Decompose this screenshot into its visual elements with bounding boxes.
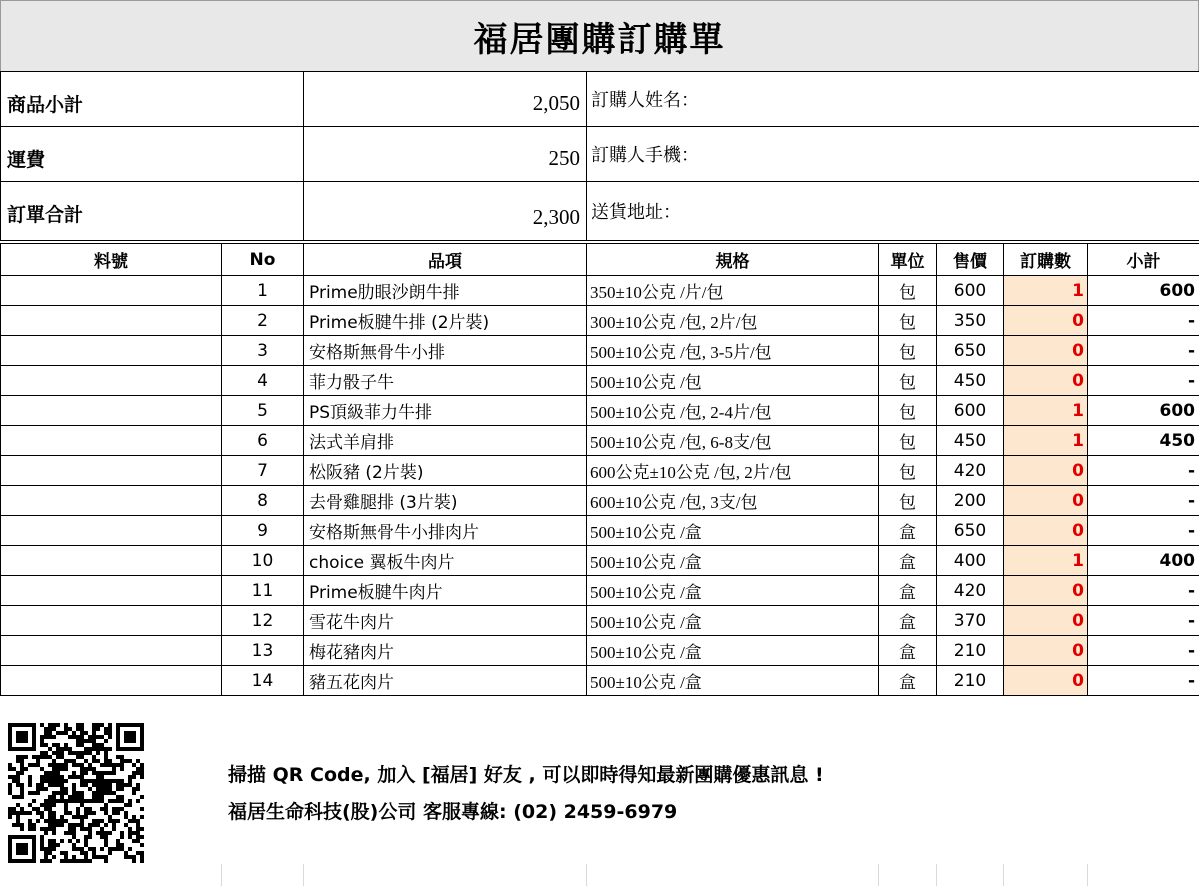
row-no: 14 — [222, 666, 304, 696]
item-unit: 包 — [879, 486, 937, 516]
table-row — [1, 396, 1199, 426]
header-unit: 單位 — [879, 244, 937, 276]
table-row — [1, 576, 1199, 606]
row-no: 1 — [222, 276, 304, 306]
part-no-cell[interactable] — [1, 396, 222, 426]
item-price: 370 — [937, 606, 1004, 636]
order-summary — [0, 71, 1199, 241]
table-row — [1, 666, 1199, 696]
item-name: PS頂級菲力牛排 — [304, 396, 587, 426]
qr-code-icon[interactable] — [8, 723, 144, 863]
item-price: 200 — [937, 486, 1004, 516]
row-subtotal: - — [1088, 366, 1199, 396]
item-unit: 盒 — [879, 666, 937, 696]
buyer-phone-label: 訂購人手機： — [591, 145, 699, 166]
item-name: Prime板腱牛肉片 — [304, 576, 587, 606]
row-no: 6 — [222, 426, 304, 456]
row-no: 10 — [222, 546, 304, 576]
subtotal-value: 2,050 — [304, 72, 587, 127]
table-row — [1, 516, 1199, 546]
buyer-name-label: 訂購人姓名： — [591, 90, 699, 111]
page-title: 福居團購訂購單 — [0, 0, 1199, 72]
header-no: No — [222, 244, 304, 276]
item-price: 210 — [937, 636, 1004, 666]
item-spec: 500±10公克 /包, 2-4片/包 — [587, 396, 879, 426]
item-spec: 500±10公克 /盒 — [587, 606, 879, 636]
row-subtotal: - — [1088, 636, 1199, 666]
part-no-cell[interactable] — [1, 426, 222, 456]
subtotal-label: 商品小計 — [1, 72, 304, 127]
row-subtotal: - — [1088, 306, 1199, 336]
item-price: 450 — [937, 426, 1004, 456]
item-name: 菲力骰子牛 — [304, 366, 587, 396]
qty-input[interactable]: 0 — [1004, 306, 1088, 336]
item-unit: 盒 — [879, 606, 937, 636]
item-name: 雪花牛肉片 — [304, 606, 587, 636]
table-row — [1, 306, 1199, 336]
table-row — [1, 456, 1199, 486]
item-price: 650 — [937, 336, 1004, 366]
item-spec: 500±10公克 /盒 — [587, 666, 879, 696]
table-row — [1, 486, 1199, 516]
item-spec: 350±10公克 /片/包 — [587, 276, 879, 306]
part-no-cell[interactable] — [1, 366, 222, 396]
delivery-address-field[interactable] — [587, 182, 1199, 241]
qty-input[interactable]: 1 — [1004, 276, 1088, 306]
header-price: 售價 — [937, 244, 1004, 276]
item-unit: 盒 — [879, 546, 937, 576]
row-no: 4 — [222, 366, 304, 396]
table-row — [1, 426, 1199, 456]
header-qty: 訂購數 — [1004, 244, 1088, 276]
header-item: 品項 — [304, 244, 587, 276]
item-spec: 500±10公克 /盒 — [587, 576, 879, 606]
row-no: 5 — [222, 396, 304, 426]
table-row — [1, 636, 1199, 666]
row-subtotal: - — [1088, 456, 1199, 486]
header-part-no: 料號 — [1, 244, 222, 276]
item-spec: 500±10公克 /盒 — [587, 546, 879, 576]
sheet-gridlines — [0, 864, 1199, 886]
item-spec: 500±10公克 /包, 6-8支/包 — [587, 426, 879, 456]
order-items-table — [0, 243, 1199, 696]
qty-input[interactable]: 1 — [1004, 546, 1088, 576]
item-unit: 包 — [879, 336, 937, 366]
item-spec: 500±10公克 /包, 3-5片/包 — [587, 336, 879, 366]
part-no-cell[interactable] — [1, 336, 222, 366]
row-no: 12 — [222, 606, 304, 636]
item-name: 梅花豬肉片 — [304, 636, 587, 666]
item-name: choice 翼板牛肉片 — [304, 546, 587, 576]
qty-input[interactable]: 0 — [1004, 636, 1088, 666]
buyer-phone-field[interactable] — [587, 127, 1199, 182]
row-subtotal: 400 — [1088, 546, 1199, 576]
row-no: 9 — [222, 516, 304, 546]
row-subtotal: - — [1088, 336, 1199, 366]
table-row — [1, 276, 1199, 306]
qty-input[interactable]: 0 — [1004, 366, 1088, 396]
row-no: 8 — [222, 486, 304, 516]
shipping-value: 250 — [304, 127, 587, 182]
row-subtotal: - — [1088, 666, 1199, 696]
buyer-name-field[interactable] — [587, 72, 1199, 127]
item-unit: 包 — [879, 306, 937, 336]
part-no-cell[interactable] — [1, 546, 222, 576]
item-price: 210 — [937, 666, 1004, 696]
table-row — [1, 336, 1199, 366]
row-subtotal: - — [1088, 576, 1199, 606]
item-spec: 500±10公克 /包 — [587, 366, 879, 396]
item-unit: 包 — [879, 366, 937, 396]
header-spec: 規格 — [587, 244, 879, 276]
qty-input[interactable]: 0 — [1004, 516, 1088, 546]
item-name: 去骨雞腿排 (3片裝) — [304, 486, 587, 516]
qty-input[interactable]: 1 — [1004, 426, 1088, 456]
row-no: 2 — [222, 306, 304, 336]
item-name: 安格斯無骨牛小排 — [304, 336, 587, 366]
header-subtotal: 小計 — [1088, 244, 1199, 276]
item-unit: 包 — [879, 276, 937, 306]
row-no: 11 — [222, 576, 304, 606]
row-subtotal: 600 — [1088, 396, 1199, 426]
qty-input[interactable]: 0 — [1004, 666, 1088, 696]
part-no-cell[interactable] — [1, 606, 222, 636]
item-unit: 包 — [879, 396, 937, 426]
part-no-cell[interactable] — [1, 666, 222, 696]
item-price: 450 — [937, 366, 1004, 396]
item-spec: 300±10公克 /包, 2片/包 — [587, 306, 879, 336]
table-row — [1, 366, 1199, 396]
qr-instruction-text: 掃描 QR Code, 加入 [福居] 好友 , 可以即時得知最新團購優惠訊息 ! — [228, 764, 824, 786]
item-name: 豬五花肉片 — [304, 666, 587, 696]
company-contact-text: 福居生命科技(股)公司 客服專線: (02) 2459-6979 — [228, 801, 678, 823]
row-no: 7 — [222, 456, 304, 486]
qty-input[interactable]: 0 — [1004, 606, 1088, 636]
item-unit: 盒 — [879, 636, 937, 666]
item-price: 400 — [937, 546, 1004, 576]
row-subtotal: 600 — [1088, 276, 1199, 306]
row-no: 13 — [222, 636, 304, 666]
item-price: 350 — [937, 306, 1004, 336]
item-price: 600 — [937, 276, 1004, 306]
item-price: 600 — [937, 396, 1004, 426]
part-no-cell[interactable] — [1, 456, 222, 486]
row-subtotal: - — [1088, 486, 1199, 516]
item-unit: 盒 — [879, 576, 937, 606]
item-spec: 500±10公克 /盒 — [587, 636, 879, 666]
row-subtotal: - — [1088, 516, 1199, 546]
table-header-row — [1, 244, 1199, 276]
item-price: 650 — [937, 516, 1004, 546]
table-row — [1, 606, 1199, 636]
item-unit: 包 — [879, 456, 937, 486]
qty-input[interactable]: 0 — [1004, 576, 1088, 606]
qty-input[interactable]: 0 — [1004, 336, 1088, 366]
item-price: 420 — [937, 456, 1004, 486]
total-label: 訂單合計 — [1, 182, 304, 241]
item-price: 420 — [937, 576, 1004, 606]
part-no-cell[interactable] — [1, 576, 222, 606]
item-name: 安格斯無骨牛小排肉片 — [304, 516, 587, 546]
item-name: Prime肋眼沙朗牛排 — [304, 276, 587, 306]
part-no-cell[interactable] — [1, 636, 222, 666]
item-spec: 600公克±10公克 /包, 2片/包 — [587, 456, 879, 486]
part-no-cell[interactable] — [1, 516, 222, 546]
row-subtotal: 450 — [1088, 426, 1199, 456]
table-row — [1, 546, 1199, 576]
row-no: 3 — [222, 336, 304, 366]
delivery-address-label: 送貨地址： — [591, 202, 681, 223]
part-no-cell[interactable] — [1, 486, 222, 516]
total-value: 2,300 — [304, 182, 587, 241]
item-unit: 盒 — [879, 516, 937, 546]
shipping-label: 運費 — [1, 127, 304, 182]
qty-input[interactable]: 0 — [1004, 456, 1088, 486]
qty-input[interactable]: 1 — [1004, 396, 1088, 426]
item-name: 法式羊肩排 — [304, 426, 587, 456]
qty-input[interactable]: 0 — [1004, 486, 1088, 516]
item-name: Prime板腱牛排 (2片裝) — [304, 306, 587, 336]
item-spec: 500±10公克 /盒 — [587, 516, 879, 546]
part-no-cell[interactable] — [1, 276, 222, 306]
item-name: 松阪豬 (2片裝) — [304, 456, 587, 486]
item-spec: 600±10公克 /包, 3支/包 — [587, 486, 879, 516]
row-subtotal: - — [1088, 606, 1199, 636]
part-no-cell[interactable] — [1, 306, 222, 336]
table-body — [1, 276, 1199, 696]
item-unit: 包 — [879, 426, 937, 456]
